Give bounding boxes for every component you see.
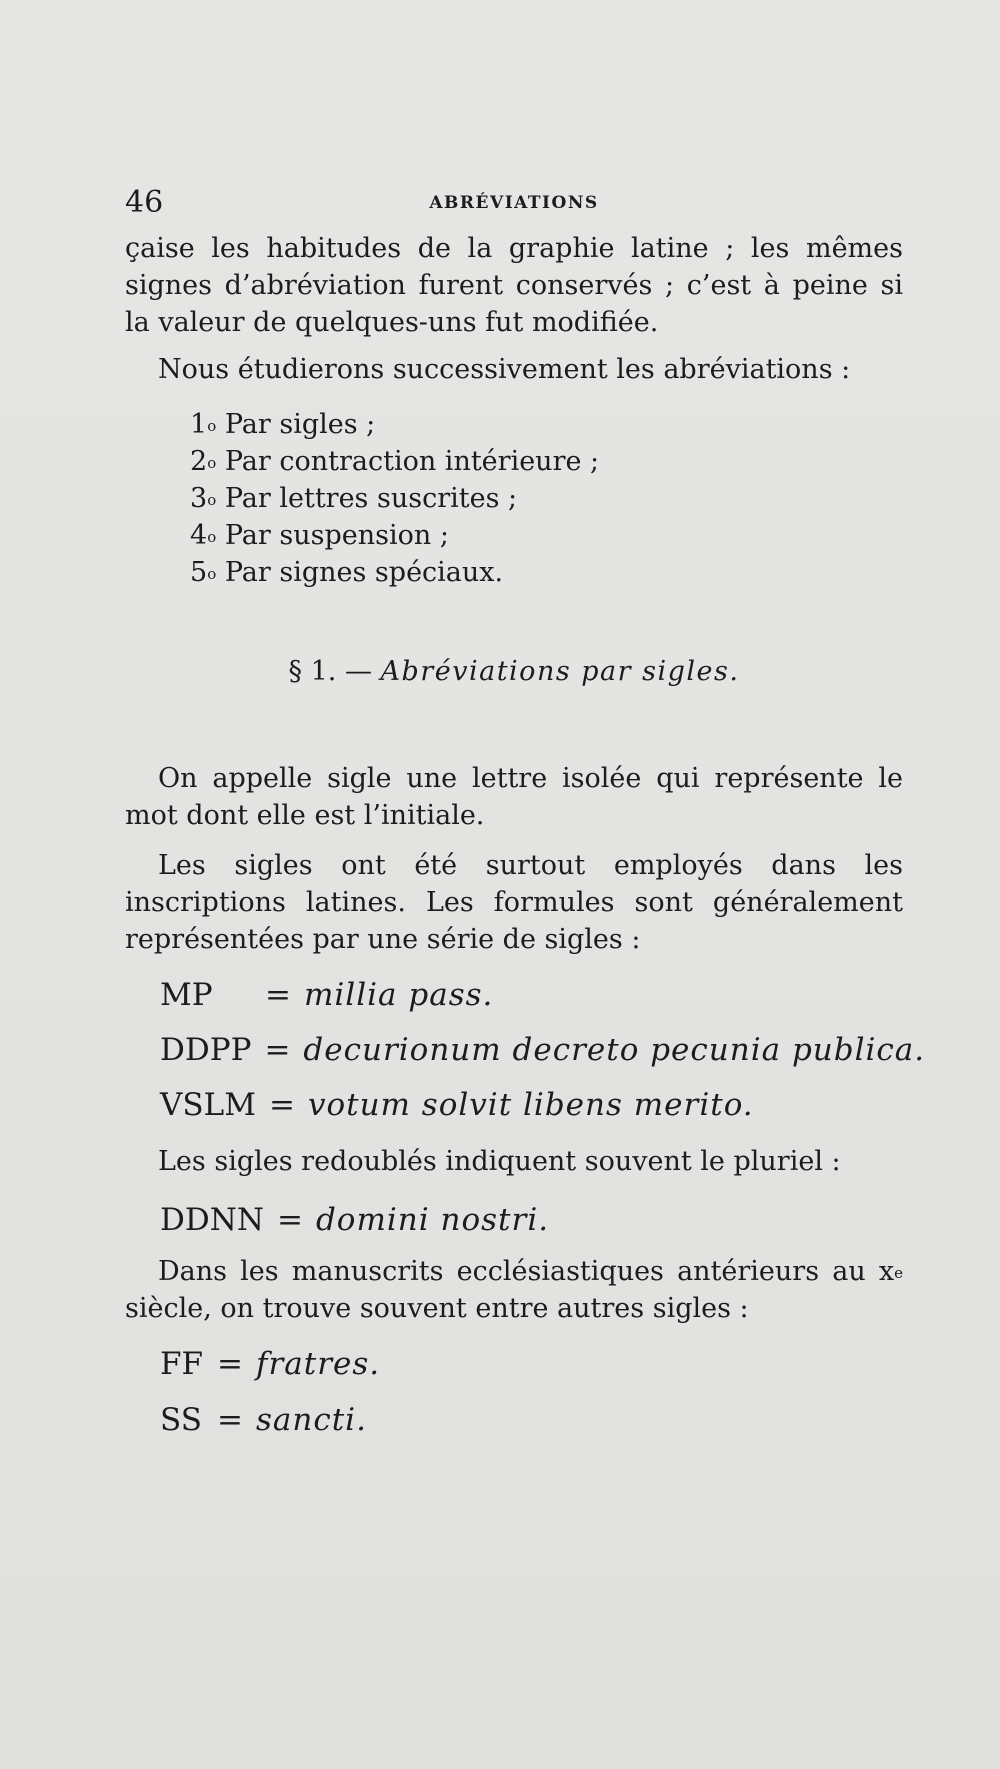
formula-row bbox=[160, 975, 493, 1015]
list-item: 5$^o$ Par signes spéciaux. bbox=[190, 557, 504, 588]
formula-row bbox=[160, 1400, 367, 1440]
equals-sign: = bbox=[217, 1346, 243, 1382]
list-item: 2$^o$ Par contraction intérieure ; bbox=[190, 446, 600, 477]
page-header bbox=[125, 183, 903, 223]
expansion: millia pass. bbox=[303, 977, 494, 1013]
paragraph-continuation: çaise les habitudes de la graphie latine ; les mêmes signes d’abréviation furent conservés ; c’est à peine si la valeur de quelques-uns fut modifiée. bbox=[125, 233, 903, 338]
list-item: 1$^o$ Par sigles ; bbox=[190, 409, 376, 440]
formula-row bbox=[160, 1085, 754, 1125]
list-item: 3$^o$ Par lettres suscrites ; bbox=[190, 483, 518, 514]
section-mark: § 1. bbox=[288, 656, 337, 687]
expansion: votum solvit libens merito. bbox=[307, 1087, 754, 1123]
running-title: ABRÉVIATIONS bbox=[429, 193, 599, 213]
list-item: 4$^o$ Par suspension ; bbox=[190, 520, 449, 551]
abbreviation-types-list bbox=[190, 406, 599, 591]
sigle: DDPP bbox=[160, 1032, 252, 1068]
section-heading bbox=[125, 653, 903, 690]
expansion: domini nostri. bbox=[315, 1202, 550, 1238]
equals-sign: = bbox=[217, 1402, 243, 1438]
paragraph-manuscripts: Dans les manuscrits ecclésiastiques antérieurs au $x^e$ siècle, on trouve souvent entre autres sigles : bbox=[125, 1256, 903, 1324]
equals-sign: = bbox=[268, 1087, 295, 1123]
formula-row bbox=[160, 1344, 380, 1384]
expansion: sancti. bbox=[255, 1402, 367, 1438]
equals-sign: = bbox=[264, 1032, 291, 1068]
formula-row bbox=[160, 1200, 549, 1240]
formula-row bbox=[160, 1030, 925, 1070]
sigle: FF bbox=[160, 1346, 204, 1382]
sigle: SS bbox=[160, 1402, 202, 1438]
equals-sign: = bbox=[276, 1202, 303, 1238]
section-dash: — bbox=[344, 656, 372, 687]
expansion: decurionum decreto pecunia publica. bbox=[303, 1032, 926, 1068]
paragraph-intro: Nous étudierons successivement les abréviations : bbox=[158, 354, 851, 385]
paragraph-definition: On appelle sigle une lettre isolée qui représente le mot dont elle est l’initiale. bbox=[125, 763, 903, 831]
expansion: fratres. bbox=[255, 1346, 381, 1382]
sigle: VSLM bbox=[160, 1087, 256, 1123]
equals-sign: = bbox=[265, 977, 291, 1013]
section-title: Abréviations par sigles. bbox=[380, 656, 740, 687]
sigle: MP bbox=[160, 977, 213, 1013]
paragraph-inscriptions: Les sigles ont été surtout employés dans les inscriptions latines. Les formules sont généralement représentées par une série de sigles : bbox=[125, 850, 903, 955]
sigle: DDNN bbox=[160, 1202, 264, 1238]
page-number: 46 bbox=[125, 185, 164, 220]
paragraph-plural: Les sigles redoublés indiquent souvent le pluriel : bbox=[158, 1146, 841, 1177]
